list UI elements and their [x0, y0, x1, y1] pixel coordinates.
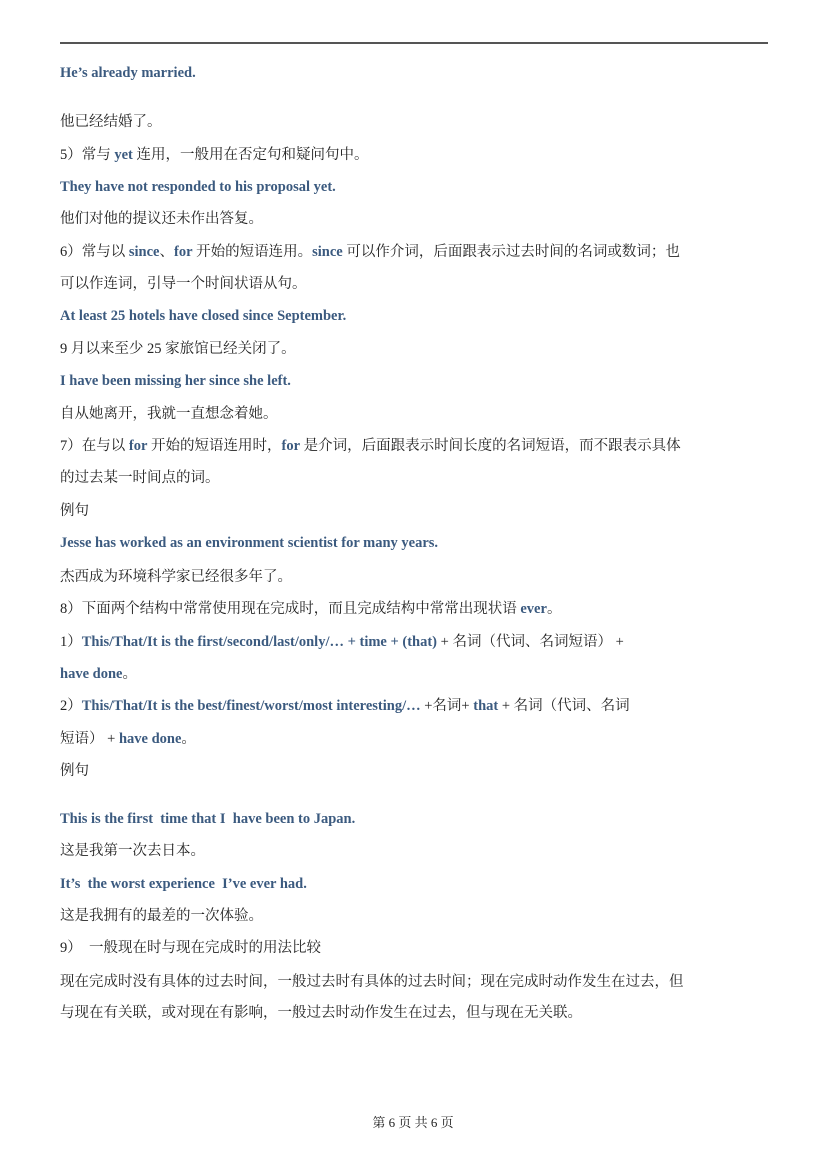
chinese-text: 现在完成时没有具体的过去时间，一般过去时有具体的过去时间；现在完成时动作发生在过去，但 — [60, 974, 684, 990]
chinese-text: 9 月以来至少 25 家旅馆已经关闭了。 — [60, 341, 296, 357]
chinese-text: 短语） + — [60, 731, 119, 747]
english-text: This/That/It is the first/second/last/only/… + time + (that) — [81, 634, 438, 650]
text-line — [60, 339, 770, 359]
english-text: have done — [118, 731, 182, 747]
english-text: It’s the worst experience I’ve ever had. — [60, 876, 307, 892]
chinese-text: 6）常与以 — [60, 244, 129, 260]
chinese-text: + 名词（代词、名词短语） + — [437, 634, 624, 650]
text-line — [60, 599, 770, 619]
header-rule — [60, 42, 768, 44]
text-line — [60, 632, 770, 652]
text-line — [60, 972, 770, 992]
text-line — [60, 533, 770, 553]
text-line — [60, 274, 770, 294]
chinese-text: 他已经结婚了。 — [60, 114, 162, 130]
chinese-text: 7）在与以 — [60, 438, 129, 454]
text-line — [60, 501, 770, 521]
english-text: They have not responded to his proposal yet. — [60, 179, 336, 195]
text-line — [60, 404, 770, 424]
text-line — [60, 761, 770, 781]
english-text: Jesse has worked as an environment scientist for many years. — [60, 535, 439, 551]
text-line — [60, 841, 770, 861]
text-line — [60, 306, 770, 326]
text-line — [60, 809, 770, 829]
chinese-text: 。 — [181, 731, 196, 747]
text-line — [60, 145, 770, 165]
chinese-text: 连用，一般用在否定句和疑问句中。 — [132, 147, 369, 163]
text-line — [60, 63, 770, 83]
chinese-text: 。 — [546, 601, 562, 617]
text-line — [60, 874, 770, 894]
chinese-text: 这是我第一次去日本。 — [60, 843, 205, 859]
chinese-text: 与现在有关联，或对现在有影响，一般过去时动作发生在过去，但与现在无关联。 — [60, 1005, 582, 1021]
english-text: This/That/It is the best/finest/worst/most interesting/… — [81, 698, 421, 714]
english-text: since — [312, 244, 343, 260]
english-text: yet — [114, 147, 133, 163]
text-line — [60, 664, 770, 684]
english-text: have done — [60, 666, 123, 682]
chinese-text: +名词+ — [420, 698, 474, 714]
english-text: I have been missing her since she left. — [60, 373, 291, 389]
english-text: since — [128, 244, 160, 260]
chinese-text: 开始的短语连用。 — [192, 244, 313, 260]
page-footer: 第 6 页 共 6 页 — [372, 1115, 454, 1130]
english-text: This is the first time that I have been to Japan. — [60, 811, 356, 827]
text-line — [60, 242, 770, 262]
text-line — [60, 209, 770, 229]
chinese-text: 、 — [159, 244, 174, 260]
text-line — [60, 729, 770, 749]
chinese-text: 是介词，后面跟表示时间长度的名词短语，而不跟表示具体 — [300, 438, 681, 454]
chinese-text: 可以作介词，后面跟表示过去时间的名词或数词；也 — [342, 244, 680, 260]
english-text: for — [173, 244, 193, 260]
chinese-text: 开始的短语连用时， — [147, 438, 282, 454]
chinese-text: 可以作连词，引导一个时间状语从句。 — [60, 276, 307, 292]
text-line — [60, 938, 770, 958]
text-line — [60, 906, 770, 926]
english-text: that — [473, 698, 499, 714]
chinese-text: 。 — [122, 666, 137, 682]
text-line — [60, 468, 770, 488]
text-line — [60, 1003, 770, 1023]
text-line — [60, 177, 770, 197]
chinese-text: 1） — [60, 634, 82, 650]
chinese-text: 2） — [60, 698, 82, 714]
chinese-text: 例句 — [60, 503, 89, 519]
chinese-text: 8）下面两个结构中常常使用现在完成时，而且完成结构中常常出现状语 — [60, 601, 521, 617]
chinese-text: 例句 — [60, 763, 89, 779]
english-text: He’s already married. — [60, 65, 196, 81]
english-text: for — [128, 438, 148, 454]
chinese-text: 5）常与 — [60, 147, 115, 163]
chinese-text: 9） 一般现在时与现在完成时的用法比较 — [60, 940, 321, 956]
chinese-text: 他们对他的提议还未作出答复。 — [60, 211, 263, 227]
chinese-text: 这是我拥有的最差的一次体验。 — [60, 908, 263, 924]
chinese-text: 杰西成为环境科学家已经很多年了。 — [60, 569, 292, 585]
text-line — [60, 436, 770, 456]
english-text: At least 25 hotels have closed since September. — [60, 308, 347, 324]
text-line — [60, 371, 770, 391]
text-line — [60, 696, 770, 716]
text-line — [60, 567, 770, 587]
chinese-text: 自从她离开，我就一直想念着她。 — [60, 406, 278, 422]
english-text: ever — [520, 601, 547, 617]
chinese-text: 的过去某一时间点的词。 — [60, 470, 220, 486]
text-line — [60, 112, 770, 132]
chinese-text: + 名词（代词、名词 — [498, 698, 630, 714]
english-text: for — [281, 438, 301, 454]
